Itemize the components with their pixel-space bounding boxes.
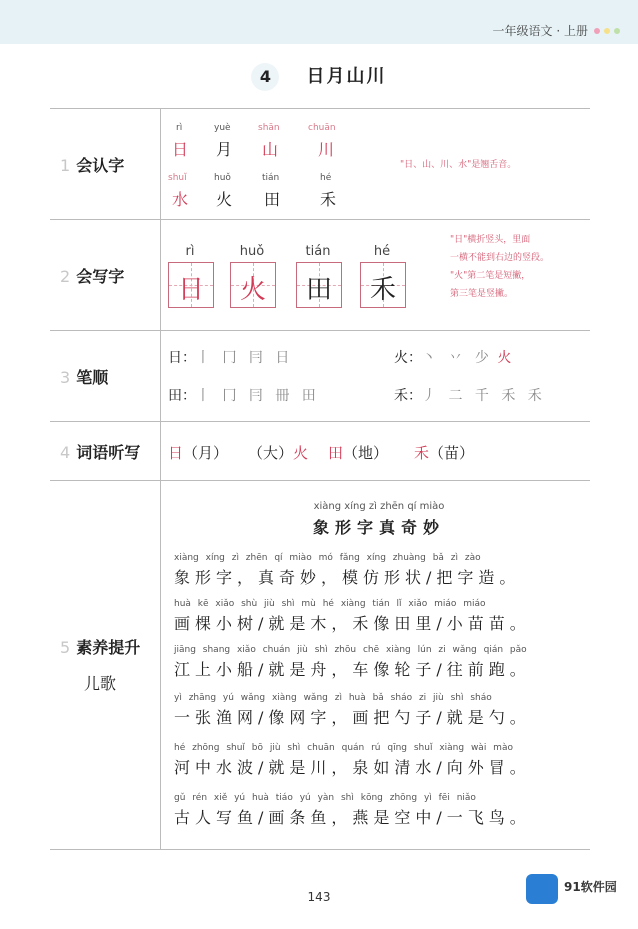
poem-line-pinyin: gǔ rén xiě yú huà tiáo yú yàn shì kōng zhōng yì fēi niǎo <box>174 793 476 803</box>
hanzi: 月 <box>216 140 233 159</box>
section-sublabel: 儿歌 <box>84 674 117 693</box>
stroke-order-tian: 田：丨 冂 冃 冊 田 <box>168 388 320 404</box>
pinyin: rì <box>176 123 183 133</box>
pinyin: shuǐ <box>168 173 187 183</box>
lesson-table <box>50 108 590 850</box>
poem-line-pinyin: hé zhōng shuǐ bō jiù shì chuān quán rú qīng shuǐ xiàng wài mào <box>174 743 513 753</box>
hanzi: 日 <box>172 140 189 159</box>
writing-grid <box>360 262 406 308</box>
handwritten-note: 一横不能到右边的竖段。 <box>450 253 550 263</box>
dictation-word-2: （大）火 <box>248 444 309 462</box>
lesson-heading <box>0 62 638 91</box>
hanzi: 田 <box>305 275 332 305</box>
stroke-order-ri: 日：丨 冂 冃 日 <box>168 350 294 366</box>
lesson-title: 日月山川 <box>306 66 387 87</box>
section-label: 笔顺 <box>76 368 109 387</box>
section-number: 4 <box>60 443 71 462</box>
section-label: 会写字 <box>76 267 125 286</box>
hanzi: 火 <box>216 190 233 209</box>
poem-line: 画棵小树/就是木，禾像田里/小苗苗。 <box>174 614 531 633</box>
writing-grid <box>168 262 214 308</box>
section-dictation <box>50 422 590 481</box>
dictation-word-4: 禾（苗） <box>414 444 475 462</box>
decor-dot <box>614 28 620 34</box>
pinyin: yuè <box>214 123 231 133</box>
poem-line-pinyin: jiāng shang xiǎo chuán jiù shì zhōu chē xiàng lún zi wǎng qián pǎo <box>174 645 527 655</box>
poem-line: 古人写鱼/画条鱼，燕是空中/一飞鸟。 <box>174 808 531 827</box>
dictation-word-3: 田（地） <box>328 444 389 462</box>
section-stroke-order <box>50 331 590 422</box>
decor-dot <box>594 28 600 34</box>
writing-grid <box>296 262 342 308</box>
section-label: 素养提升 <box>76 638 141 657</box>
pinyin: chuān <box>308 123 336 133</box>
handwritten-note: 第三笔是竖撇。 <box>450 289 514 299</box>
pinyin: huǒ <box>239 244 265 259</box>
watermark-logo-icon <box>526 874 558 904</box>
writing-grid <box>230 262 276 308</box>
hanzi: 禾 <box>369 275 396 305</box>
section-write <box>50 220 590 331</box>
pinyin: hé <box>320 173 332 183</box>
hanzi: 日 <box>177 275 204 305</box>
book-title: 一年级语文 · 上册 <box>492 24 588 38</box>
pinyin: tián <box>262 173 280 183</box>
page-number: 143 <box>307 890 331 904</box>
hanzi: 川 <box>318 140 335 159</box>
poem-title: 象形字真奇妙 <box>312 518 445 537</box>
poem-line: 江上小船/就是舟，车像轮子/往前跑。 <box>174 660 531 679</box>
poem-line-pinyin: xiàng xíng zì zhēn qí miào mó fǎng xíng zhuàng bǎ zì zào <box>174 553 481 563</box>
pinyin: huǒ <box>214 173 231 183</box>
header-bar <box>0 0 638 44</box>
section-number: 5 <box>60 638 71 657</box>
section-number: 1 <box>60 156 71 175</box>
pinyin: tián <box>305 244 331 259</box>
hanzi: 山 <box>262 140 279 159</box>
hanzi: 田 <box>264 190 281 209</box>
section-literacy <box>50 481 590 850</box>
section-label: 词语听写 <box>76 443 141 462</box>
section-recognize <box>50 109 590 220</box>
hanzi: 禾 <box>320 190 337 209</box>
poem-title-pinyin: xiàng xíng zì zhēn qí miào <box>313 501 445 512</box>
section-label: 会认字 <box>76 156 125 175</box>
poem-line-pinyin: huà kē xiǎo shù jiù shì mù hé xiàng tián lǐ xiǎo miáo miáo <box>174 599 486 609</box>
handwritten-note: "日"横折竖头，里面 <box>450 235 531 245</box>
stroke-order-huo: 火：丶 丷 少 火 <box>394 350 512 366</box>
watermark-text: 91软件园 <box>564 880 617 894</box>
dictation-word-1: 日（月） <box>168 444 229 462</box>
section-number: 3 <box>60 368 71 387</box>
poem-line: 象形字，真奇妙，模仿形状/把字造。 <box>174 568 521 587</box>
decor-dot <box>604 28 610 34</box>
poem-line: 河中水波/就是川，泉如清水/向外冒。 <box>174 758 531 777</box>
poem-line: 一张渔网/像网字，画把勺子/就是勺。 <box>174 708 531 727</box>
section-number: 2 <box>60 267 71 286</box>
handwritten-note: "日、山、川、水"是翘舌音。 <box>400 160 517 170</box>
hanzi: 火 <box>239 275 266 305</box>
poem <box>168 481 590 849</box>
pinyin: rì <box>185 244 195 259</box>
stroke-order-he: 禾：丿 二 千 禾 禾 <box>394 388 546 404</box>
lesson-number: 4 <box>251 63 279 91</box>
hanzi: 水 <box>172 190 189 209</box>
poem-line-pinyin: yì zhāng yú wǎng xiàng wǎng zì huà bǎ sháo zi jiù shì sháo <box>174 693 492 703</box>
pinyin: hé <box>373 244 391 259</box>
pinyin: shān <box>258 123 280 133</box>
handwritten-note: "火"第二笔是短撇， <box>450 271 531 281</box>
